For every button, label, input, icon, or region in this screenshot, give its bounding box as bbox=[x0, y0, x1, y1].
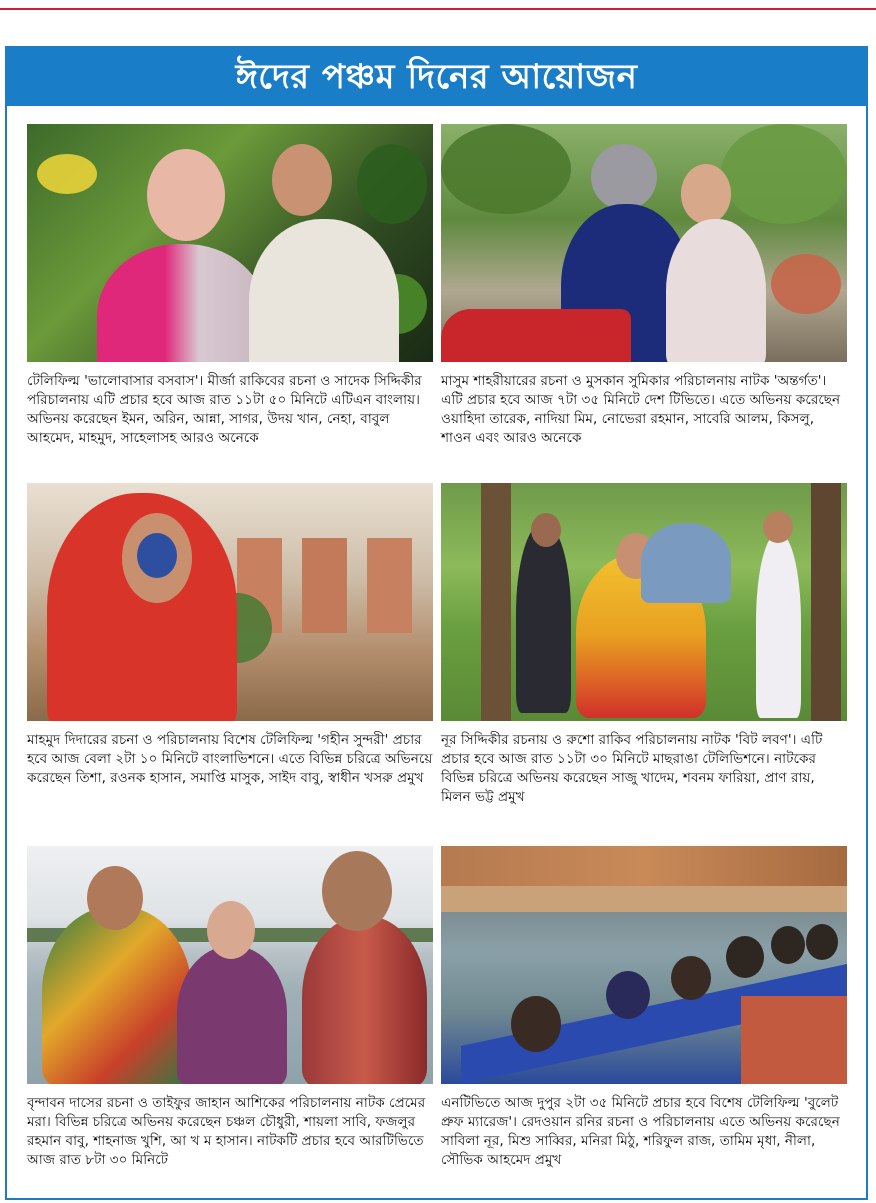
photo-swimming-pool bbox=[441, 846, 847, 1084]
caption-4: নূর সিদ্দিকীর রচনায় ও রুশো রাকিব পরিচালনায় নাটক 'বিট লবণ'। এটি প্রচার হবে আজ রাত ১১টা ৩০ মিনিটে মাছরাঙা টেলিভিশনে। নাটকের বিভিন্ন চরিত্রে অভিনয় করেছেন সাজু খাদেম, শবনম ফারিয়া, প্রাণ রায়, মিলন ভট্ট প্রমুখ bbox=[441, 732, 823, 805]
feature-card-3 bbox=[27, 483, 433, 788]
feature-card-6 bbox=[441, 846, 847, 1170]
feature-card-5 bbox=[27, 846, 433, 1170]
caption-3: মাহমুদ দিদারের রচনা ও পরিচালনায় বিশেষ টেলিফিল্ম 'গহীন সুন্দরী' প্রচার হবে আজ বেলা ২টা ১০ মিনিটে বাংলাভিশনে। এতে বিভিন্ন চরিত্রে অভিনয়ে করেছেন তিশা, রওনক হাসান, সমাপ্তি মাসুক, সাইদ বাবু, স্বাধীন খসরু প্রমুখ bbox=[27, 732, 433, 786]
caption-1: টেলিফিল্ম 'ভালোবাসার বসবাস'। মীর্জা রাকিবের রচনা ও সাদেক সিদ্দিকীর পরিচালনায় এটি প্রচার হবে আজ রাত ১১টা ৫০ মিনিটে এটিএন বাংলায়। অভিনয় করেছেন ইমন, অরিন, আন্না, সাগর, উদয় খান, নেহা, বাবুল আহমেদ, মাহমুদ, সাহেলাসহ আরও অনেকে bbox=[27, 373, 422, 446]
banner-title: ঈদের পঞ্চম দিনের আয়োজন bbox=[7, 48, 866, 106]
feature-frame bbox=[5, 46, 868, 1200]
feature-card-4 bbox=[441, 483, 847, 807]
feature-card-2 bbox=[441, 124, 847, 448]
photo-couple-motorbike bbox=[441, 124, 847, 362]
top-rule bbox=[0, 8, 876, 10]
caption-2: মাসুম শাহরীয়ারের রচনা ও মুসকান সুমিকার পরিচালনায় নাটক 'অন্তর্গত'। এটি প্রচার হবে আজ ৭টা ৩৫ মিনিটে দেশ টিভিতে। এতে অভিনয় করেছেন ওয়াহিদা তারেক, নাদিয়া মিম, নোভেরা রহমান, সাবেরি আলম, কিসলু, শাওন এবং আরও অনেকে bbox=[441, 373, 841, 446]
photo-couple-garden bbox=[27, 124, 433, 362]
photo-swing-garden bbox=[441, 483, 847, 721]
caption-5: বৃন্দাবন দাসের রচনা ও তাইফুর জাহান আশিকের পরিচালনায় নাটক প্রেমের মরা। বিভিন্ন চরিত্রে অভিনয় করেছেন চঞ্চল চৌধুরী, শায়লা সাবি, ফজলুর রহমান বাবু, শাহনাজ খুশি, আ খ ম হাসান। নাটকটি প্রচার হবে আরটিভিতে আজ রাত ৮টা ৩০ মিনিটে bbox=[27, 1095, 426, 1168]
photo-riverside-three bbox=[27, 846, 433, 1084]
photo-woman-painted-face bbox=[27, 483, 433, 721]
caption-6: এনটিভিতে আজ দুপুর ২টা ৩৫ মিনিটে প্রচার হবে বিশেষ টেলিফিল্ম 'বুলেট প্রুফ ম্যারেজ'। রেদওয়ান রনির রচনা ও পরিচালনায় এতে অভিনয় করেছেন সাবিলা নূর, মিশু সাব্বির, মনিরা মিঠু, শরিফুল রাজ, তামিম মৃধা, নীলা, সৌভিক আহমেদ প্রমুখ bbox=[441, 1095, 840, 1168]
feature-card-1 bbox=[27, 124, 433, 448]
